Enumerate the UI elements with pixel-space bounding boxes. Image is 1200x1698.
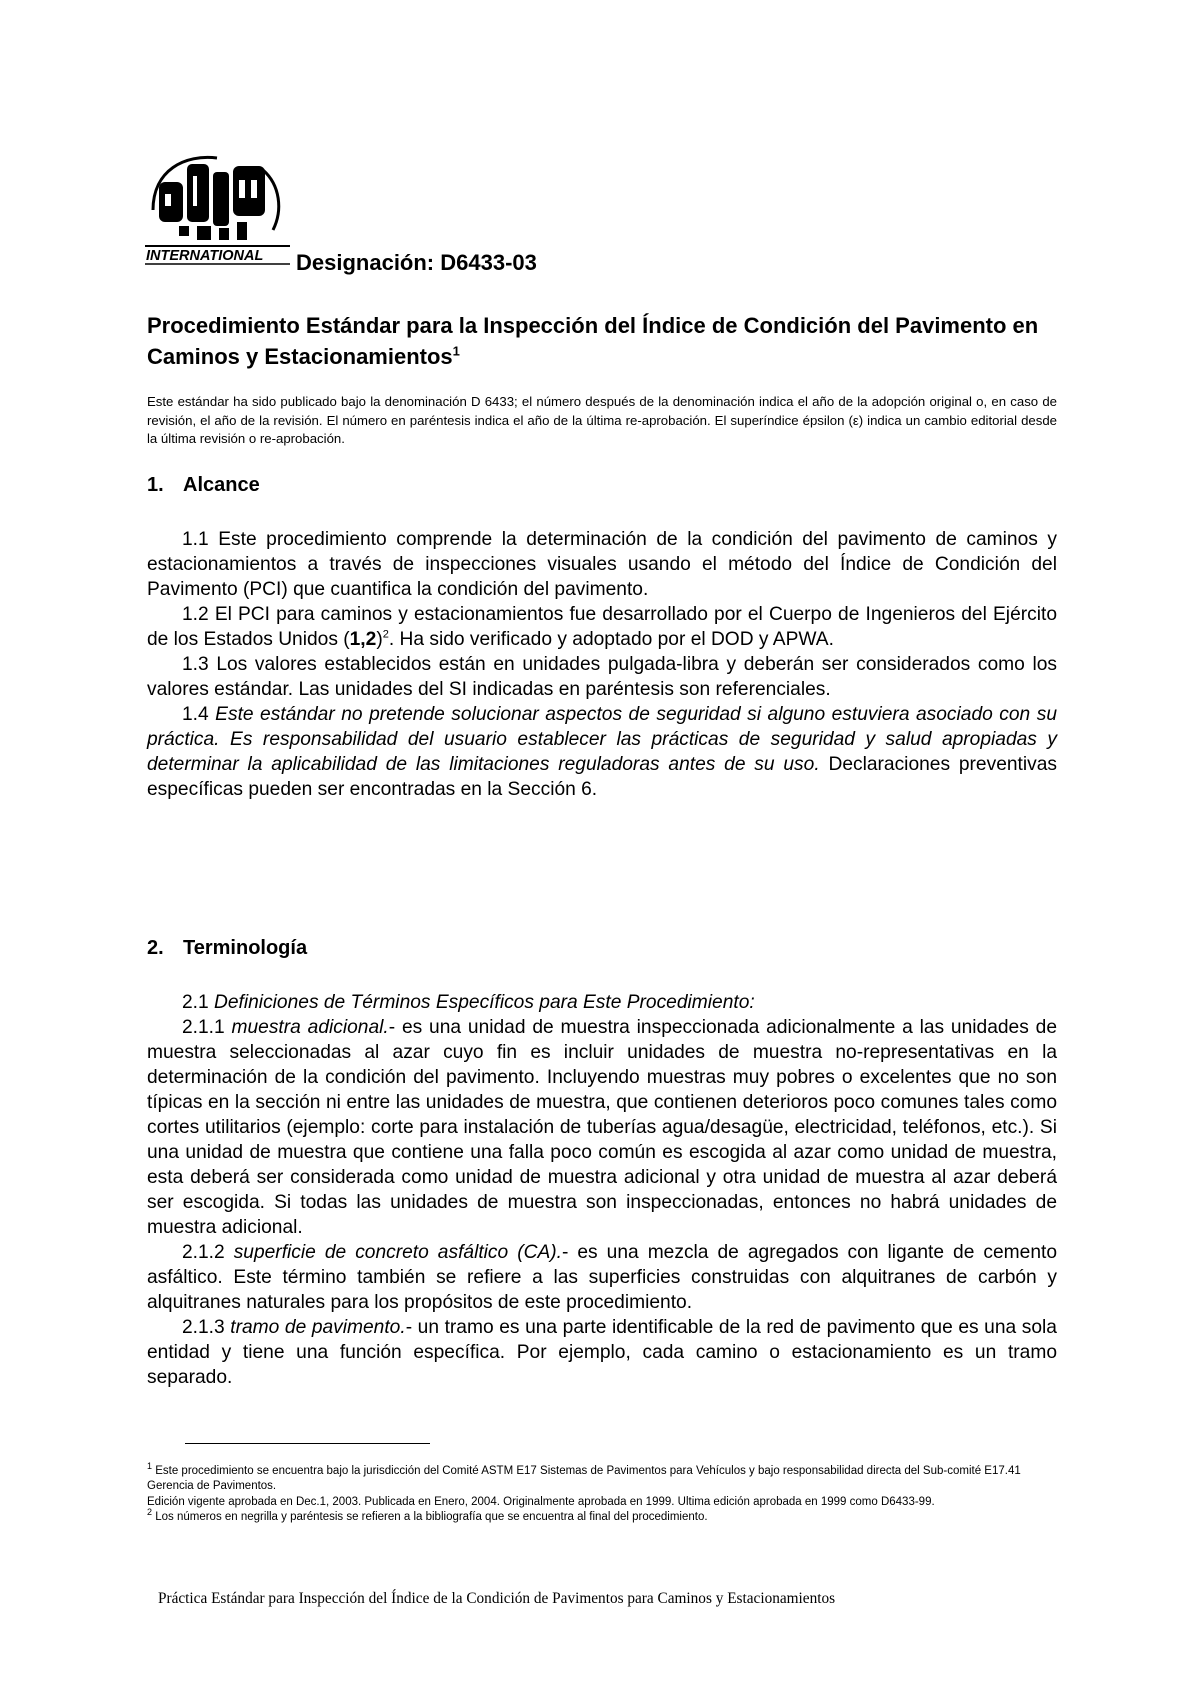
paragraph-2-1-1-number: 2.1.1 [182, 1017, 232, 1038]
section-2-number: 2. [147, 937, 164, 959]
title-footnote-mark: 1 [452, 343, 460, 359]
footnote-1-mark: 1 [147, 1461, 153, 1472]
footnote-1-text: Este procedimiento se encuentra bajo la jurisdicción del Comité ASTM E17 Sistemas de Pavimentos para Vehículos y bajo responsabilidad directa del Sub-comité E17.41 Gerencia de Pavimentos. [147, 1465, 1021, 1493]
paragraph-2-1-2-number: 2.1.2 [182, 1242, 234, 1263]
section-2-title: Terminología [183, 937, 308, 959]
paragraph-1-2-text-b: . Ha sido verificado y adoptado por el DOD y APWA. [388, 629, 834, 650]
section-1-number: 1. [147, 474, 164, 496]
paragraph-2-1-3-text: - un tramo es una parte identificable de la red de pavimento que es una sola entidad y tiene una función específica. Por ejemplo, cada camino o estacionamiento es un tramo separado. [147, 1317, 1057, 1388]
paragraph-2-1-number: 2.1 [182, 992, 215, 1013]
paragraph-1-4 [147, 702, 1057, 802]
paragraph-2-1-2 [147, 1240, 1057, 1315]
section-2-heading [147, 937, 307, 960]
paragraph-2-1-3 [147, 1315, 1057, 1390]
footnote-2-mark: 2 [147, 1507, 153, 1518]
section-1-title: Alcance [183, 474, 260, 496]
paragraph-2-1-1-text: - es una unidad de muestra inspeccionada adicionalmente a las unidades de muestra seleccionadas al azar cuyo fin es incluir unidades de muestra no-representativas en la determinación de la condición del pavimento. Incluyendo muestras muy pobres o excelentes que no son típicas en la sección ni entre las unidades de muestra, que contienen deterioros poco comunes tales como cortes utilitarios (ejemplo: corte para instalación de tuberías agua/desagüe, electricidad, teléfonos, etc.). Si una unidad de muestra que contiene una falla poco común es escogida al azar como unidad de muestra, esta deberá ser considerada como unidad de muestra adicional y otra unidad de muestra al azar deberá ser escogida. Si todas las unidades de muestra son inspeccionadas, entonces no habrá unidades de muestra adicional. [147, 1017, 1057, 1238]
logo-text: INTERNATIONAL [146, 248, 264, 264]
term-tramo-de-pavimento: tramo de pavimento. [230, 1317, 406, 1338]
preface-note: Este estándar ha sido publicado bajo la denominación D 6433; el número después de la denominación indica el año de la adopción original o, en caso de revisión, el año de la revisión. El número en paréntesis indica el año de la última re-aprobación. El superíndice épsilon (ε) indica un cambio editorial desde la última revisión o re-aprobación. [147, 394, 1057, 446]
bibliography-ref: 1,2 [349, 629, 377, 650]
paragraph-2-1-2-text: - es una mezcla de agregados con ligante de cemento asfáltico. Este término también se refiere a las superficies construidas con alquitranes de carbón y alquitranes naturales para los propósitos de este procedimiento. [147, 1242, 1058, 1313]
paragraph-1-4-rest: Declaraciones preventivas específicas pueden ser encontradas en la Sección 6. [147, 754, 1057, 800]
term-superficie-concreto-asfaltico: superficie de concreto asfáltico (CA). [233, 1242, 562, 1263]
footnote-divider [185, 1443, 430, 1444]
paragraph-1-4-italic: Este estándar no pretende solucionar aspectos de seguridad si alguno estuviera asociado con su práctica. Es responsabilidad del usuario establecer las prácticas de seguridad y salud apropiadas y determinar la aplicabilidad de las limitaciones reguladoras antes de su uso. [147, 704, 1057, 775]
footnotes [147, 1461, 1067, 1525]
designation: Designación: D6433-03 [296, 250, 537, 275]
footnote-2-text: Los números en negrilla y paréntesis se refieren a la bibliografía que se encuentra al final del procedimiento. [152, 1510, 708, 1523]
paragraph-2-1-italic: Definiciones de Términos Específicos para Este Procedimiento: [214, 992, 755, 1013]
footnote-2 [147, 1507, 1067, 1525]
paragraph-1-4-number: 1.4 [182, 704, 216, 725]
paragraph-2-1-1 [147, 1015, 1057, 1240]
paragraph-1-2-text-a: 1.2 El PCI para caminos y estacionamientos fue desarrollado por el Cuerpo de Ingenieros del Ejército de los Estados Unidos ( [147, 604, 1057, 650]
paragraph-1-3: 1.3 Los valores establecidos están en unidades pulgada-libra y deberán ser considerados como los valores estándar. Las unidades del SI indicadas en paréntesis son referenciales. [147, 654, 1057, 700]
paragraph-2-1 [147, 990, 1057, 1015]
page-footer: Práctica Estándar para Inspección del Índice de la Condición de Pavimentos para Caminos y Estacionamientos [158, 1590, 836, 1607]
section-2-body [147, 990, 1057, 1390]
section-1-heading [147, 474, 260, 497]
section-1-body [147, 527, 1057, 802]
paragraph-1-1: 1.1 Este procedimiento comprende la determinación de la condición del pavimento de caminos y estacionamientos a través de inspecciones visuales usando el método del Índice de Condición del Pavimento (PCI) que cuantifica la condición del pavimento. [147, 529, 1057, 600]
astm-logo [145, 150, 290, 268]
paragraph-2-1-3-number: 2.1.3 [182, 1317, 231, 1338]
footnote-mark-2: 2 [382, 628, 389, 641]
title-text: Procedimiento Estándar para la Inspección del Índice de Condición del Pavimento en Caminos y Estacionamientos [147, 313, 1039, 369]
term-muestra-adicional: muestra adicional. [231, 1017, 389, 1038]
footnote-1-edition: Edición vigente aprobada en Dec.1, 2003. Publicada en Enero, 2004. Originalmente aprobada en 1999. Ultima edición aprobada en 1999 como D6433-99. [147, 1495, 935, 1508]
paragraph-1-2: 1.2 El PCI para caminos y estacionamientos fue desarrollado por el Cuerpo de Ingenieros del Ejército de los Estados Unidos $(1,2)^2$. Ha sido verificado y adoptado por el DOD y APWA. [147, 604, 1057, 650]
document-title [147, 310, 1047, 372]
footnote-1 [147, 1461, 1067, 1495]
